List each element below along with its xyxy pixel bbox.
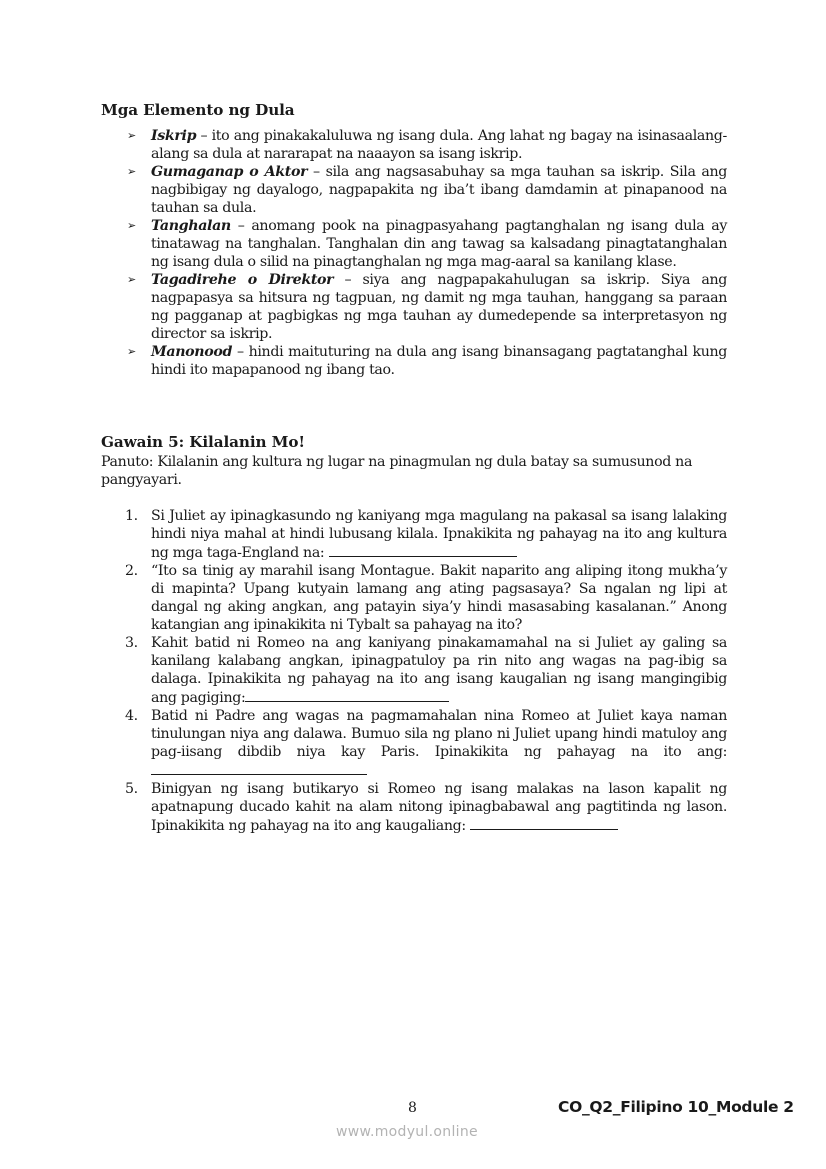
- question-item: [122, 780, 727, 835]
- arrowhead-bullet-icon: ➢: [127, 219, 136, 232]
- question-number: 2.: [125, 563, 138, 579]
- question-item: [122, 507, 727, 562]
- question-item: [122, 634, 727, 707]
- arrowhead-bullet-icon: ➢: [127, 345, 136, 358]
- question-item: [122, 562, 727, 634]
- question-text: Batid ni Padre ang wagas na pagmamahalan nina Romeo at Juliet kaya naman tinulungan niya ang dalawa. Bumuo sila ng plano ni Juliet upang hindi matuloy ang pag-iisang dibdib niya kay Paris. Ipinakikita ng pahayag na ito ang:: [151, 708, 727, 760]
- element-description: – siya ang nagpapakahulugan sa iskrip. Siya ang nagpapasya sa hitsura ng tagpuan, ng damit ng mga tauhan, hanggang sa paraan ng pagganap at pagbigkas ng mga tauhan ay dumedepende sa interpretasyon ng director sa iskrip.: [151, 272, 727, 342]
- question-number: 3.: [125, 635, 138, 651]
- arrowhead-bullet-icon: ➢: [127, 129, 136, 142]
- element-description: – sila ang nagsasabuhay sa mga tauhan sa iskrip. Sila ang nagbibigay ng dayalogo, nagpapakita ng iba’t ibang damdamin at pinapanood na tauhan sa dula.: [151, 164, 727, 216]
- element-term: Tanghalan: [151, 218, 231, 234]
- answer-blank[interactable]: [470, 816, 618, 830]
- question-text: Si Juliet ay ipinagkasundo ng kaniyang mga magulang na pakasal sa isang lalaking hindi niya mahal at hindi lubusang kilala. Ipnakikita ng pahayag na ito ang kultura ng mga taga-England na:: [151, 508, 727, 561]
- element-description: – anomang pook na pinagpasyahang pagtanghalan ng isang dula ay tinatawag na tanghalan. Tanghalan din ang tawag sa kalsadang pinagtatanghalan ng isang dula o silid na pinagtanghalan ng mga mag-aaral sa kanilang klase.: [151, 218, 727, 270]
- list-item: [125, 163, 727, 217]
- element-term: Manonood: [151, 344, 233, 360]
- module-code: CO_Q2_Filipino 10_Module 2: [558, 1098, 794, 1116]
- question-number: 1.: [125, 508, 138, 524]
- arrowhead-bullet-icon: ➢: [127, 273, 136, 286]
- activity-instructions: Panuto: Kilalanin ang kultura ng lugar na pinagmulan ng dula batay sa sumusunod na pangyayari.: [101, 454, 693, 488]
- answer-blank[interactable]: [329, 543, 517, 557]
- question-item: [122, 707, 727, 780]
- answer-blank[interactable]: [245, 688, 449, 702]
- answer-blank[interactable]: [151, 761, 367, 775]
- watermark-url: www.modyul.online: [336, 1124, 478, 1140]
- arrowhead-bullet-icon: ➢: [127, 165, 136, 178]
- page-number: 8: [408, 1100, 417, 1116]
- section-title-elements: Mga Elemento ng Dula: [101, 101, 295, 119]
- element-description: – ito ang pinakakaluluwa ng isang dula. Ang lahat ng bagay na isinasaalang-alang sa dula at nararapat na naaayon sa isang iskrip.: [151, 128, 727, 162]
- question-number: 4.: [125, 708, 138, 724]
- element-term: Tagadirehe o Direktor: [151, 272, 334, 288]
- list-item: [125, 271, 727, 343]
- question-number: 5.: [125, 781, 138, 797]
- question-text: “Ito sa tinig ay marahil isang Montague. Bakit naparito ang aliping itong mukha’y di mapinta? Upang kutyain lamang ang ating pagsasaya? Sa ngalan ng lipi at dangal ng aking angkan, ang patayin siya’y hindi masasabing kasalanan.” Anong katangian ang ipinakikita ni Tybalt sa pahayag na ito?: [151, 563, 727, 633]
- elements-list: [125, 127, 727, 379]
- list-item: [125, 217, 727, 271]
- element-term: Iskrip: [151, 128, 197, 144]
- list-item: [125, 127, 727, 163]
- question-text: Binigyan ng isang butikaryo si Romeo ng isang malakas na lason kapalit ng apatnapung ducado kahit na alam nitong ipinagbabawal ang pagtitinda ng lason. Ipinakikita ng pahayag na ito ang kaugaliang:: [151, 781, 727, 834]
- element-term: Gumaganap o Aktor: [151, 164, 308, 180]
- questions-list: [122, 507, 727, 835]
- question-text: Kahit batid ni Romeo na ang kaniyang pinakamamahal na si Juliet ay galing sa kanilang kalabang angkan, ipinagpatuloy pa rin nito ang wagas na pag-ibig sa dalaga. Ipinakikita ng pahayag na ito ang isang kaugalian ng isang mangingibig ang pagiging:: [151, 635, 727, 706]
- activity-title: Gawain 5: Kilalanin Mo!: [101, 433, 305, 451]
- element-description: – hindi maituturing na dula ang isang binansagang pagtatanghal kung hindi ito mapapanood ng ibang tao.: [151, 344, 727, 378]
- list-item: [125, 343, 727, 379]
